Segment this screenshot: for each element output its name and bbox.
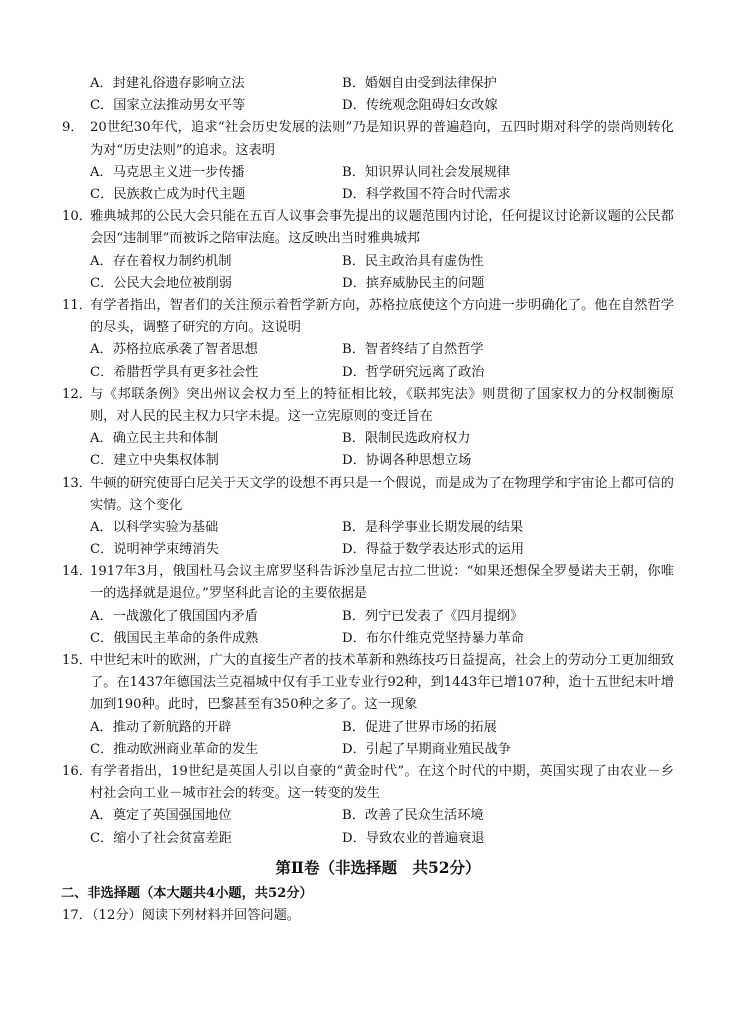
- option-a[interactable]: A．封建礼俗遗存影响立法: [90, 76, 245, 91]
- question-number: 11．: [62, 297, 92, 313]
- question-stem: [62, 206, 674, 250]
- question-stem: [62, 473, 674, 517]
- question-stem: [62, 117, 674, 161]
- question-number: 10．: [62, 209, 92, 225]
- question-8-options: [62, 73, 674, 117]
- option-row: [62, 184, 674, 206]
- option-d[interactable]: D．布尔什维克党坚持暴力革命: [342, 630, 525, 646]
- question-12: [62, 384, 674, 473]
- option-d[interactable]: D．引起了早期商业殖民战争: [342, 741, 511, 757]
- option-d[interactable]: D．协调各种思想立场: [342, 453, 472, 469]
- question-text: 1917年3月，俄国杜马会议主席罗坚科告诉沙皇尼古拉二世说：“如果还想保全罗曼诺夫王朝，你唯一的选择就是退位。”罗坚科此言论的主要依据是: [90, 564, 674, 602]
- option-d[interactable]: D．哲学研究远离了政治: [342, 364, 485, 380]
- option-a[interactable]: A．苏格拉底承袭了智者思想: [90, 342, 258, 358]
- question-text: 有学者指出，19世纪是英国人引以自豪的“黄金时代”。在这个时代的中期，英国实现了由农业－乡村社会向工业－城市社会的转变。这一转变的发生: [90, 764, 674, 802]
- option-row: [62, 273, 674, 295]
- question-number: 9．: [62, 120, 84, 136]
- option-a[interactable]: A．奠定了英国强国地位: [90, 808, 232, 824]
- option-row: [62, 362, 674, 384]
- option-row: [62, 828, 674, 850]
- option-c[interactable]: C．推动欧洲商业革命的发生: [90, 741, 259, 757]
- question-9: [62, 117, 674, 206]
- question-11: [62, 295, 674, 384]
- option-row: [62, 251, 674, 273]
- option-row: [62, 95, 674, 117]
- option-c[interactable]: C．国家立法推动男女平等: [90, 98, 246, 114]
- option-a[interactable]: A．存在着权力制约机制: [90, 253, 232, 269]
- option-c[interactable]: C．建立中央集权体制: [90, 453, 219, 469]
- option-d[interactable]: D．摈弃威胁民主的问题: [342, 275, 485, 291]
- question-17: 17．（12分）阅读下列材料并回答问题。: [62, 908, 300, 924]
- option-b[interactable]: B．知识界认同社会发展规律: [342, 164, 510, 180]
- question-number: 14．: [62, 564, 92, 580]
- option-a[interactable]: A．一战激化了俄国国内矛盾: [90, 608, 258, 624]
- question-number: 12．: [62, 386, 92, 402]
- option-row: [62, 739, 674, 761]
- option-row: [62, 517, 674, 539]
- option-a[interactable]: A．以科学实验为基础: [90, 519, 219, 535]
- option-a[interactable]: A．推动了新航路的开辟: [90, 719, 232, 735]
- exam-content: [62, 73, 674, 927]
- option-b[interactable]: B．民主政治具有虚伪性: [342, 253, 484, 269]
- option-d[interactable]: D．导致农业的普遍衰退: [342, 830, 485, 846]
- option-row: [62, 162, 674, 184]
- question-text: 有学者指出，智者们的关注预示着哲学新方向，苏格拉底使这个方向进一步明确化了。他在自然哲学的尽头，调整了研究的方向。这说明: [90, 297, 674, 336]
- option-c[interactable]: C．缩小了社会贫富差距: [90, 830, 232, 846]
- question-stem: [62, 761, 674, 805]
- option-b[interactable]: B．是科学事业长期发展的结果: [342, 519, 524, 535]
- question-stem: [62, 384, 674, 428]
- question-text: 雅典城邦的公民大会只能在五百人议事会事先提出的议题范围内讨论，任何提议讨论新议题的公民都会因“违制罪”而被诉之陪审法庭。这反映出当时雅典城邦: [90, 209, 674, 247]
- option-c[interactable]: C．希腊哲学具有更多社会性: [90, 364, 259, 380]
- option-row: [62, 539, 674, 561]
- question-text: 与《邦联条例》突出州议会权力至上的特征相比较，《联邦宪法》则贯彻了国家权力的分权制衡原则，对人民的民主权力只字未提。这一立宪原则的变迁旨在: [90, 386, 674, 424]
- option-row: [62, 428, 674, 450]
- option-b[interactable]: B．改善了民众生活环境: [342, 808, 484, 824]
- option-row: [62, 339, 674, 361]
- question-number: 16．: [62, 764, 92, 780]
- question-stem: [62, 295, 674, 339]
- section-title: 第Ⅱ卷（非选择题 共52分）: [275, 857, 481, 877]
- option-a[interactable]: A．确立民主共和体制: [90, 431, 219, 447]
- option-row: [62, 717, 674, 739]
- question-text: 牛顿的研究使哥白尼关于天文学的设想不再只是一个假说，而是成为了在物理学和宇宙论上都可信的实情。这个变化: [90, 475, 674, 513]
- question-text: 20世纪30年代，追求“社会历史发展的法则”乃是知识界的普遍趋向，五四时期对科学的崇尚则转化为对“历史法则”的追求。这表明: [90, 120, 674, 158]
- question-14: [62, 561, 674, 650]
- option-row: [62, 805, 674, 827]
- question-number: 15．: [62, 653, 92, 669]
- option-row: [62, 450, 674, 472]
- option-d[interactable]: D．得益于数学表达形式的运用: [342, 542, 525, 558]
- question-text: 中世纪末叶的欧洲，广大的直接生产者的技术革新和熟练技巧日益提高，社会上的劳动分工更加细致了。在1437年德国法兰克福城中仅有手工业专业行92种，到1443年已增107种，迨十五世纪末叶增加到190种。此时，巴黎甚至有350种之多了。这一现象: [90, 653, 674, 713]
- option-b[interactable]: B．列宁已发表了《四月提纲》: [342, 608, 524, 624]
- option-c[interactable]: C．民族救亡成为时代主题: [90, 186, 246, 202]
- option-row: [62, 606, 674, 628]
- question-15: [62, 650, 674, 761]
- question-stem: [62, 650, 674, 717]
- option-row: [62, 73, 674, 95]
- option-a[interactable]: A．马克思主义进一步传播: [90, 164, 245, 180]
- option-c[interactable]: C．公民大会地位被削弱: [90, 275, 232, 291]
- option-row: [62, 628, 674, 650]
- question-10: [62, 206, 674, 295]
- option-b[interactable]: B．限制民选政府权力: [342, 431, 471, 447]
- question-16: [62, 761, 674, 850]
- option-d[interactable]: D．科学救国不符合时代需求: [342, 186, 511, 202]
- question-13: [62, 473, 674, 562]
- option-c[interactable]: C．俄国民主革命的条件成熟: [90, 630, 259, 646]
- part-heading: 二、非选择题（本大题共4小题，共52分）: [61, 885, 313, 901]
- option-b[interactable]: B．促进了世界市场的拓展: [342, 719, 497, 735]
- option-d[interactable]: D．传统观念阻碍妇女改嫁: [342, 98, 498, 114]
- question-number: 13．: [62, 475, 92, 491]
- question-stem: [62, 561, 674, 605]
- option-b[interactable]: B．智者终结了自然哲学: [342, 342, 484, 358]
- option-c[interactable]: C．说明神学束缚消失: [90, 542, 219, 558]
- option-b[interactable]: B．婚姻自由受到法律保护: [342, 76, 497, 91]
